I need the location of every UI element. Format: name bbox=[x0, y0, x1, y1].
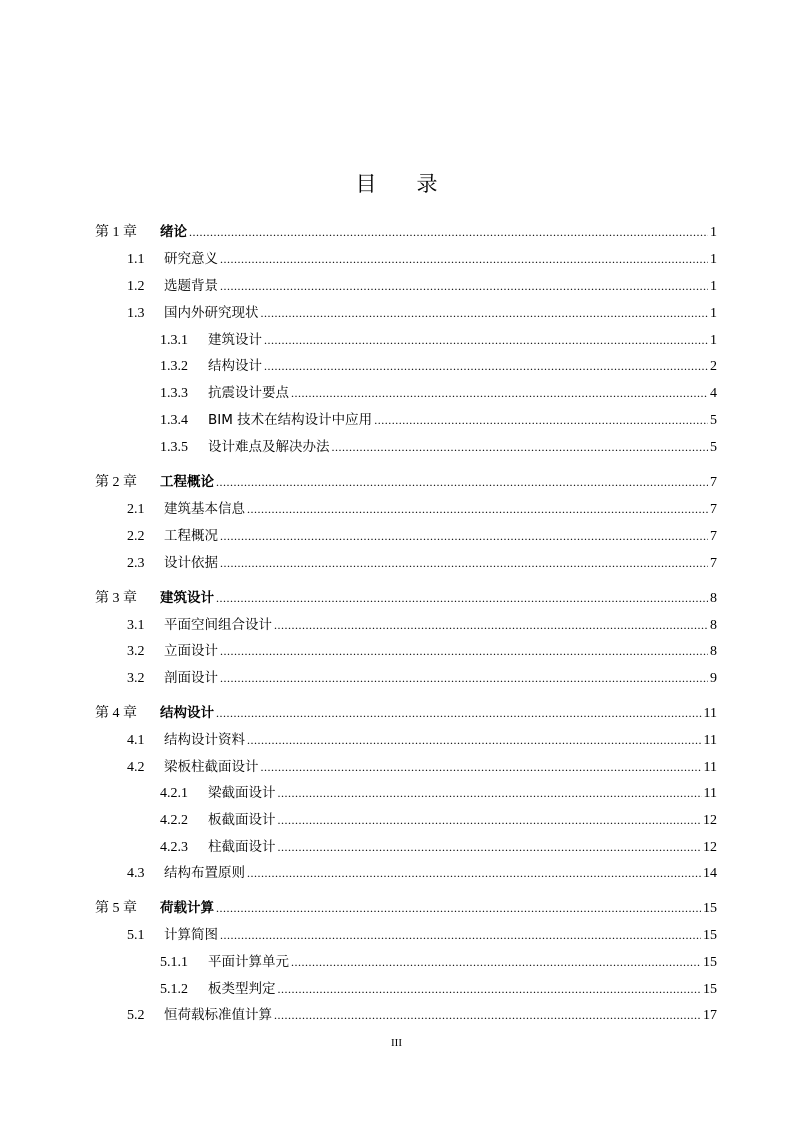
toc-entry-number: 5.1.1 bbox=[160, 955, 188, 970]
toc-entry-title: 绪论 bbox=[160, 224, 187, 240]
toc-entry-page: 11 bbox=[703, 760, 717, 775]
toc-entry[interactable] bbox=[127, 668, 717, 688]
toc-dot-leader bbox=[220, 668, 708, 688]
toc-entry-page: 8 bbox=[710, 591, 717, 606]
toc-entry-page: 5 bbox=[710, 440, 717, 455]
toc-entry[interactable] bbox=[160, 952, 717, 972]
toc-entry-number: 第 2 章 bbox=[95, 475, 137, 490]
toc-entry-page: 5 bbox=[710, 413, 717, 428]
toc-entry-page: 11 bbox=[703, 706, 717, 721]
toc-entry-page: 15 bbox=[703, 928, 717, 943]
toc-entry[interactable] bbox=[127, 615, 717, 635]
toc-entry-title: 结构设计资料 bbox=[164, 732, 245, 748]
toc-entry-number: 第 5 章 bbox=[95, 901, 137, 916]
toc-dot-leader bbox=[332, 437, 709, 457]
toc-entry[interactable] bbox=[95, 222, 717, 242]
toc-dot-leader bbox=[220, 276, 708, 296]
toc-entry-number: 4.2 bbox=[127, 760, 145, 775]
toc-entry-number: 4.2.2 bbox=[160, 813, 188, 828]
toc-entry-number: 1.3.3 bbox=[160, 386, 188, 401]
toc-entry-number: 4.2.3 bbox=[160, 840, 188, 855]
toc-entry[interactable] bbox=[160, 383, 717, 403]
toc-entry[interactable] bbox=[95, 588, 717, 608]
toc-dot-leader bbox=[264, 330, 708, 350]
toc-dot-leader bbox=[220, 526, 708, 546]
toc-dot-leader bbox=[261, 303, 709, 323]
toc-entry-page: 7 bbox=[710, 529, 717, 544]
toc-dot-leader bbox=[264, 356, 708, 376]
toc-dot-leader bbox=[278, 810, 702, 830]
toc-dot-leader bbox=[220, 641, 708, 661]
toc-entry[interactable] bbox=[127, 303, 717, 323]
toc-entry-number: 1.3.1 bbox=[160, 333, 188, 348]
toc-dot-leader bbox=[220, 925, 701, 945]
toc-dot-leader bbox=[274, 1005, 701, 1025]
toc-entry[interactable] bbox=[160, 979, 717, 999]
toc-entry-page: 1 bbox=[710, 225, 717, 240]
toc-entry-title: 结构设计 bbox=[208, 358, 262, 374]
toc-entry[interactable] bbox=[160, 783, 717, 803]
toc-entry-page: 11 bbox=[703, 786, 717, 801]
toc-entry-title: 设计依据 bbox=[164, 555, 218, 571]
toc-entry-number: 3.1 bbox=[127, 618, 145, 633]
toc-entry-title: 抗震设计要点 bbox=[208, 385, 289, 401]
toc-entry[interactable] bbox=[95, 703, 717, 723]
toc-entry-title: 计算简图 bbox=[164, 927, 218, 943]
toc-dot-leader bbox=[189, 222, 708, 242]
toc-entry[interactable] bbox=[127, 641, 717, 661]
toc-entry-title: 结构设计 bbox=[160, 705, 214, 721]
toc-entry[interactable] bbox=[127, 249, 717, 269]
toc-entry-number: 4.3 bbox=[127, 866, 145, 881]
toc-entry[interactable] bbox=[160, 356, 717, 376]
toc-dot-leader bbox=[220, 553, 708, 573]
toc-entry-number: 第 4 章 bbox=[95, 706, 137, 721]
toc-entry-title: 荷载计算 bbox=[160, 900, 214, 916]
title-char-1: 目 bbox=[355, 172, 377, 196]
toc-entry-title: 梁截面设计 bbox=[208, 785, 276, 801]
toc-entry-title: 平面计算单元 bbox=[208, 954, 289, 970]
toc-entry-number: 1.2 bbox=[127, 279, 145, 294]
toc-entry-number: 第 3 章 bbox=[95, 591, 137, 606]
toc-entry-page: 17 bbox=[703, 1008, 717, 1023]
toc-entry-number: 第 1 章 bbox=[95, 225, 137, 240]
toc-dot-leader bbox=[247, 730, 702, 750]
toc-entry-title: 板类型判定 bbox=[208, 981, 276, 997]
toc-entry-page: 1 bbox=[710, 279, 717, 294]
page-title bbox=[0, 168, 793, 198]
toc-entry[interactable] bbox=[160, 330, 717, 350]
toc-entry[interactable] bbox=[127, 1005, 717, 1025]
toc-entry[interactable] bbox=[127, 730, 717, 750]
toc-entry-page: 7 bbox=[710, 502, 717, 517]
toc-entry[interactable] bbox=[127, 757, 717, 777]
toc-dot-leader bbox=[247, 499, 708, 519]
toc-entry-title: 国内外研究现状 bbox=[164, 305, 259, 321]
toc-entry-page: 7 bbox=[710, 556, 717, 571]
toc-entry-number: 5.1 bbox=[127, 928, 145, 943]
toc-entry[interactable] bbox=[127, 499, 717, 519]
toc-entry-title: 建筑基本信息 bbox=[164, 501, 245, 517]
toc-dot-leader bbox=[216, 703, 702, 723]
toc-entry-number: 2.1 bbox=[127, 502, 145, 517]
toc-dot-leader bbox=[278, 979, 702, 999]
toc-entry-page: 15 bbox=[703, 982, 717, 997]
toc-dot-leader bbox=[374, 410, 708, 430]
toc-dot-leader bbox=[220, 249, 708, 269]
toc-entry-title: 工程概况 bbox=[164, 528, 218, 544]
toc-entry-page: 15 bbox=[703, 955, 717, 970]
toc-entry-title: 设计难点及解决办法 bbox=[208, 439, 330, 455]
toc-entry[interactable] bbox=[160, 837, 717, 857]
toc-entry[interactable] bbox=[160, 437, 717, 457]
toc-entry-title: 选题背景 bbox=[164, 278, 218, 294]
toc-entry-page: 4 bbox=[710, 386, 717, 401]
toc-entry-title: 立面设计 bbox=[164, 643, 218, 659]
toc-dot-leader bbox=[216, 898, 701, 918]
toc-entry-page: 1 bbox=[710, 333, 717, 348]
toc-entry-number: 4.1 bbox=[127, 733, 145, 748]
toc-entry-page: 9 bbox=[710, 671, 717, 686]
toc-entry[interactable] bbox=[160, 410, 717, 430]
toc-entry-number: 3.2 bbox=[127, 644, 145, 659]
toc-entry-title: 板截面设计 bbox=[208, 812, 276, 828]
toc-entry-number: 5.2 bbox=[127, 1008, 145, 1023]
toc-entry-title: 恒荷载标准值计算 bbox=[164, 1007, 272, 1023]
toc-dot-leader bbox=[247, 863, 701, 883]
toc-entry-title: BIM 技术在结构设计中应用 bbox=[208, 412, 373, 428]
toc-entry[interactable] bbox=[127, 276, 717, 296]
toc-entry[interactable] bbox=[95, 898, 717, 918]
toc-dot-leader bbox=[216, 472, 708, 492]
toc-entry-title: 建筑设计 bbox=[160, 590, 214, 606]
toc-entry[interactable] bbox=[127, 553, 717, 573]
toc-entry-number: 1.1 bbox=[127, 252, 145, 267]
toc-entry-page: 8 bbox=[710, 618, 717, 633]
toc-entry-title: 梁板柱截面设计 bbox=[164, 759, 259, 775]
toc-entry-number: 3.2 bbox=[127, 671, 145, 686]
page-number: III bbox=[391, 1037, 402, 1049]
toc-dot-leader bbox=[216, 588, 708, 608]
toc-entry-number: 5.1.2 bbox=[160, 982, 188, 997]
toc-entry-title: 工程概论 bbox=[160, 474, 214, 490]
toc-entry-page: 12 bbox=[703, 813, 717, 828]
toc-entry-number: 1.3.5 bbox=[160, 440, 188, 455]
toc-entry[interactable] bbox=[127, 863, 717, 883]
toc-entry-number: 2.2 bbox=[127, 529, 145, 544]
toc-entry-number: 4.2.1 bbox=[160, 786, 188, 801]
toc-entry[interactable] bbox=[95, 472, 717, 492]
toc-dot-leader bbox=[274, 615, 708, 635]
toc-dot-leader bbox=[278, 783, 702, 803]
toc-entry-number: 1.3.4 bbox=[160, 413, 188, 428]
toc-entry-page: 14 bbox=[703, 866, 717, 881]
toc-entry[interactable] bbox=[127, 925, 717, 945]
toc-entry[interactable] bbox=[160, 810, 717, 830]
toc-entry-title: 剖面设计 bbox=[164, 670, 218, 686]
toc-entry-page: 11 bbox=[703, 733, 717, 748]
toc-dot-leader bbox=[291, 952, 701, 972]
toc-entry-number: 2.3 bbox=[127, 556, 145, 571]
toc-entry-page: 8 bbox=[710, 644, 717, 659]
toc-entry-page: 12 bbox=[703, 840, 717, 855]
toc-entry-title: 结构布置原则 bbox=[164, 865, 245, 881]
toc-dot-leader bbox=[291, 383, 708, 403]
toc-entry-title: 研究意义 bbox=[164, 251, 218, 267]
toc-dot-leader bbox=[261, 757, 702, 777]
toc-entry-page: 15 bbox=[703, 901, 717, 916]
toc-entry-page: 7 bbox=[710, 475, 717, 490]
toc-entry-page: 1 bbox=[710, 252, 717, 267]
toc-entry-number: 1.3 bbox=[127, 306, 145, 321]
toc-entry-title: 平面空间组合设计 bbox=[164, 617, 272, 633]
toc-entry-number: 1.3.2 bbox=[160, 359, 188, 374]
toc-entry-title: 建筑设计 bbox=[208, 332, 262, 348]
toc-entry-page: 2 bbox=[710, 359, 717, 374]
toc-entry-title: 柱截面设计 bbox=[208, 839, 276, 855]
toc-dot-leader bbox=[278, 837, 702, 857]
title-char-2: 录 bbox=[416, 172, 438, 196]
toc-entry[interactable] bbox=[127, 526, 717, 546]
toc-entry-page: 1 bbox=[710, 306, 717, 321]
